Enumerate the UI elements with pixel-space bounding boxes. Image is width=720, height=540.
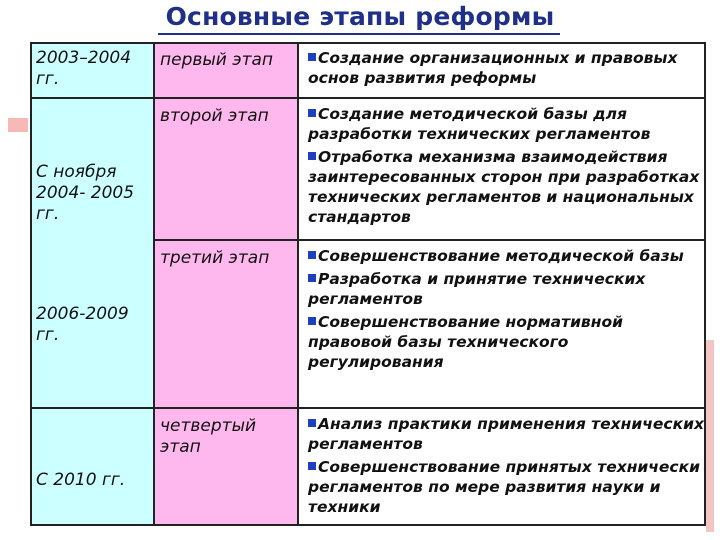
square-bullet-icon (308, 317, 316, 325)
row-divider (30, 407, 706, 409)
square-bullet-icon (308, 462, 316, 470)
square-bullet-icon (308, 53, 316, 61)
task-item: Отработка механизма взаимодействия заинтересованных сторон при разработках технических регламентов и национальных стандартов (308, 148, 700, 226)
square-bullet-icon (308, 419, 316, 427)
row-divider (30, 97, 706, 99)
row-divider (154, 239, 706, 241)
decorative-right-strip (706, 340, 714, 532)
task-item: Совершенствование методической базы (308, 246, 704, 266)
stage-text-1: первый этап (160, 50, 274, 70)
task-item: Создание организационных и правовых основ развития реформы (308, 49, 678, 87)
period-cell-2 (30, 98, 154, 244)
period-text-3: 2006-2009 гг. (36, 304, 129, 345)
stage-cell-4 (154, 408, 298, 526)
period-cell-1 (30, 42, 154, 98)
period-cell-3 (30, 244, 154, 408)
square-bullet-icon (308, 109, 316, 117)
reform-stages-table (30, 42, 706, 526)
square-bullet-icon (308, 274, 316, 282)
stage-text-2: второй этап (160, 106, 269, 126)
tasks-cell-2 (298, 98, 706, 240)
task-item: Совершенствование принятых технически регламентов по мере развития науки и техники (308, 458, 701, 516)
stage-text-4: четвертый этап (160, 416, 257, 457)
tasks-cell-4 (298, 408, 706, 526)
task-item: Совершенствование нормативной правовой базы технического регулирования (308, 313, 623, 371)
task-item: Разработка и принятие технических регламентов (308, 270, 646, 308)
stage-cell-3 (154, 240, 298, 408)
tasks-cell-3 (298, 240, 706, 408)
period-text-1: 2003–2004 гг. (36, 48, 132, 89)
task-item: Создание методической базы для разработки технических регламентов (308, 105, 651, 143)
task-item: Анализ практики применения технических регламентов (308, 415, 704, 453)
stage-text-3: третий этап (160, 248, 270, 268)
tasks-cell-1 (298, 42, 706, 98)
stage-cell-2 (154, 98, 298, 240)
column-divider (297, 42, 299, 526)
stage-cell-1 (154, 42, 298, 98)
period-text-4: С 2010 гг. (36, 470, 126, 490)
period-text-2: С ноября 2004- 2005 гг. (36, 162, 135, 224)
column-divider (153, 42, 155, 526)
square-bullet-icon (308, 251, 316, 259)
period-cell-4 (30, 408, 154, 526)
title-underline (158, 33, 560, 35)
square-bullet-icon (308, 152, 316, 160)
page-title: Основные этапы реформы (165, 2, 555, 31)
decorative-edge-shape (8, 118, 28, 132)
